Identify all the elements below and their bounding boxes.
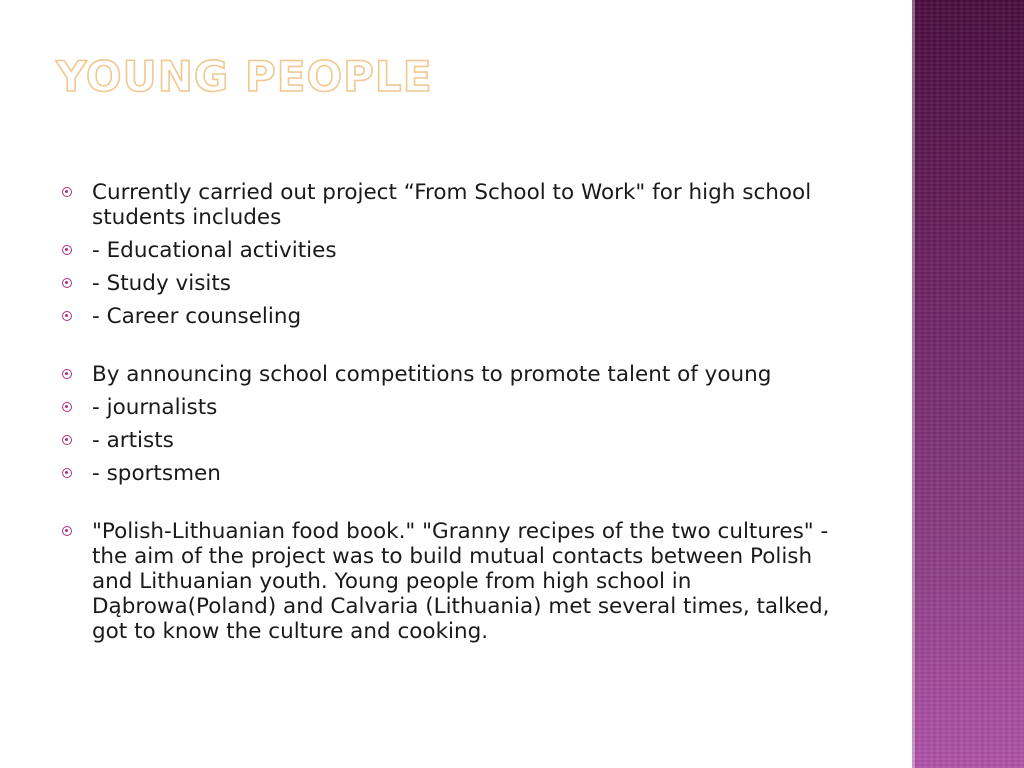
decorative-side-panel [912, 0, 1024, 768]
slide-content [60, 180, 840, 652]
circle-bullet-icon [62, 468, 72, 478]
bullet-item [60, 180, 840, 230]
bullet-text: By announcing school competitions to promote talent of young [92, 362, 772, 387]
bullet-text: - Career counseling [92, 304, 302, 329]
bullet-text: - journalists [92, 395, 218, 420]
slide-title: YOUNG PEOPLE [56, 52, 433, 101]
bullet-item [60, 428, 840, 453]
bullet-item [60, 362, 840, 387]
bullet-text: Currently carried out project “From School to Work" for high school students includes [92, 180, 812, 230]
bullet-text: - artists [92, 428, 174, 453]
bullet-item [60, 238, 840, 263]
circle-bullet-icon [62, 526, 72, 536]
circle-bullet-icon [62, 311, 72, 321]
bullet-text: - Study visits [92, 271, 232, 296]
bullet-text: - Educational activities [92, 238, 337, 263]
circle-bullet-icon [62, 402, 72, 412]
bullet-item [60, 304, 840, 329]
circle-bullet-icon [62, 435, 72, 445]
circle-bullet-icon [62, 278, 72, 288]
bullet-item [60, 395, 840, 420]
bullet-list [60, 180, 840, 644]
bullet-item [60, 519, 840, 644]
circle-bullet-icon [62, 187, 72, 197]
circle-bullet-icon [62, 369, 72, 379]
bullet-item [60, 461, 840, 486]
bullet-text: - sportsmen [92, 461, 221, 486]
bullet-text: "Polish-Lithuanian food book." "Granny recipes of the two cultures" - the aim of the project was to build mutual contacts between Polish and Lithuanian youth. Young people from high school in Dąbrowa(Poland) and Calvaria (Lithuania) met several times, talked, got to know the culture and cooking. [92, 519, 830, 644]
circle-bullet-icon [62, 245, 72, 255]
bullet-item [60, 271, 840, 296]
